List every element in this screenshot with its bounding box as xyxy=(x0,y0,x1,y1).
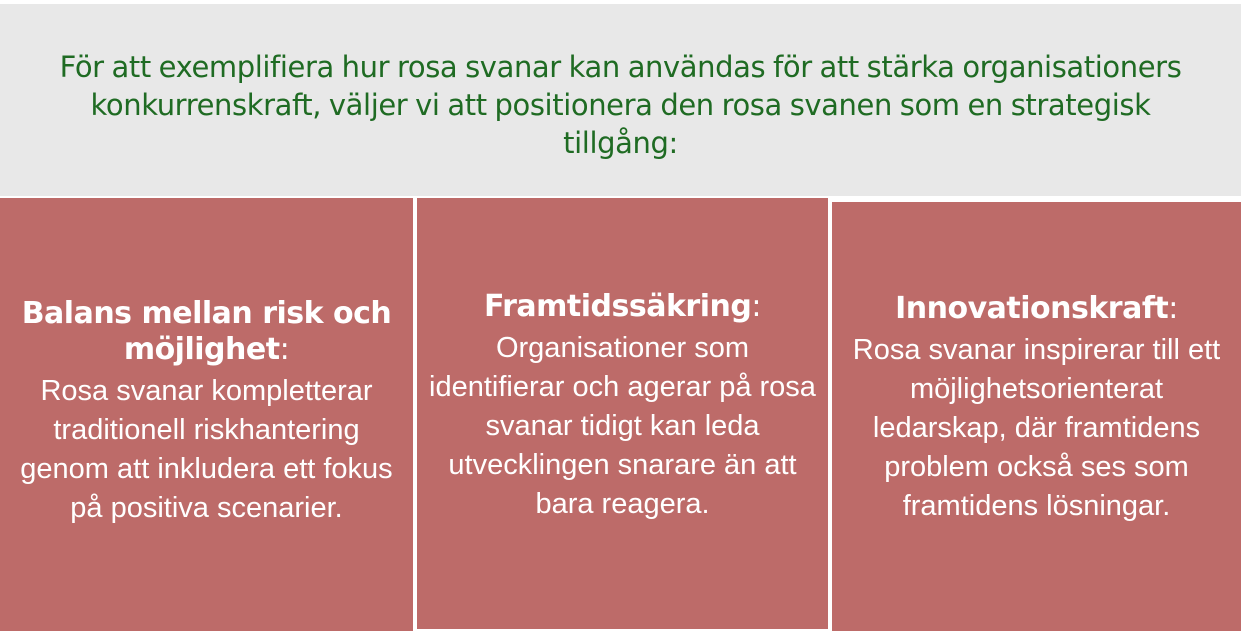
card-title-colon: : xyxy=(279,331,290,367)
card-body: Organisationer som identifierar och agerar på rosa svanar tidigt kan leda utvecklingen snarare än att bara reagera. xyxy=(429,332,816,520)
card-body: Rosa svanar kompletterar traditionell riskhantering genom att inkludera ett fokus på positiva scenarier. xyxy=(20,374,393,524)
card-title-text: Balans mellan risk och möjlighet xyxy=(21,295,392,367)
intro-text: För att exemplifiera hur rosa svanar kan användas för att stärka organisationers konkurrenskraft, väljer vi att positionera den rosa svanen som en strategisk tillgång: xyxy=(59,50,1182,160)
intro-banner xyxy=(0,4,1241,196)
card-title-text: Framtidssäkring xyxy=(484,289,752,324)
card-title-colon: : xyxy=(1168,291,1178,326)
card-future-proofing xyxy=(417,198,828,629)
card-title xyxy=(428,289,818,325)
card-innovation xyxy=(832,202,1241,631)
card-balance xyxy=(0,198,413,631)
card-title-text: Innovationskraft xyxy=(895,291,1169,326)
card-title xyxy=(12,296,402,368)
card-title-colon: : xyxy=(751,289,761,324)
card-body: Rosa svanar inspirerar till ett möjlighetsorienterat ledarskap, där framtidens problem också ses som framtidens lösningar. xyxy=(852,334,1221,522)
card-title xyxy=(842,291,1232,327)
